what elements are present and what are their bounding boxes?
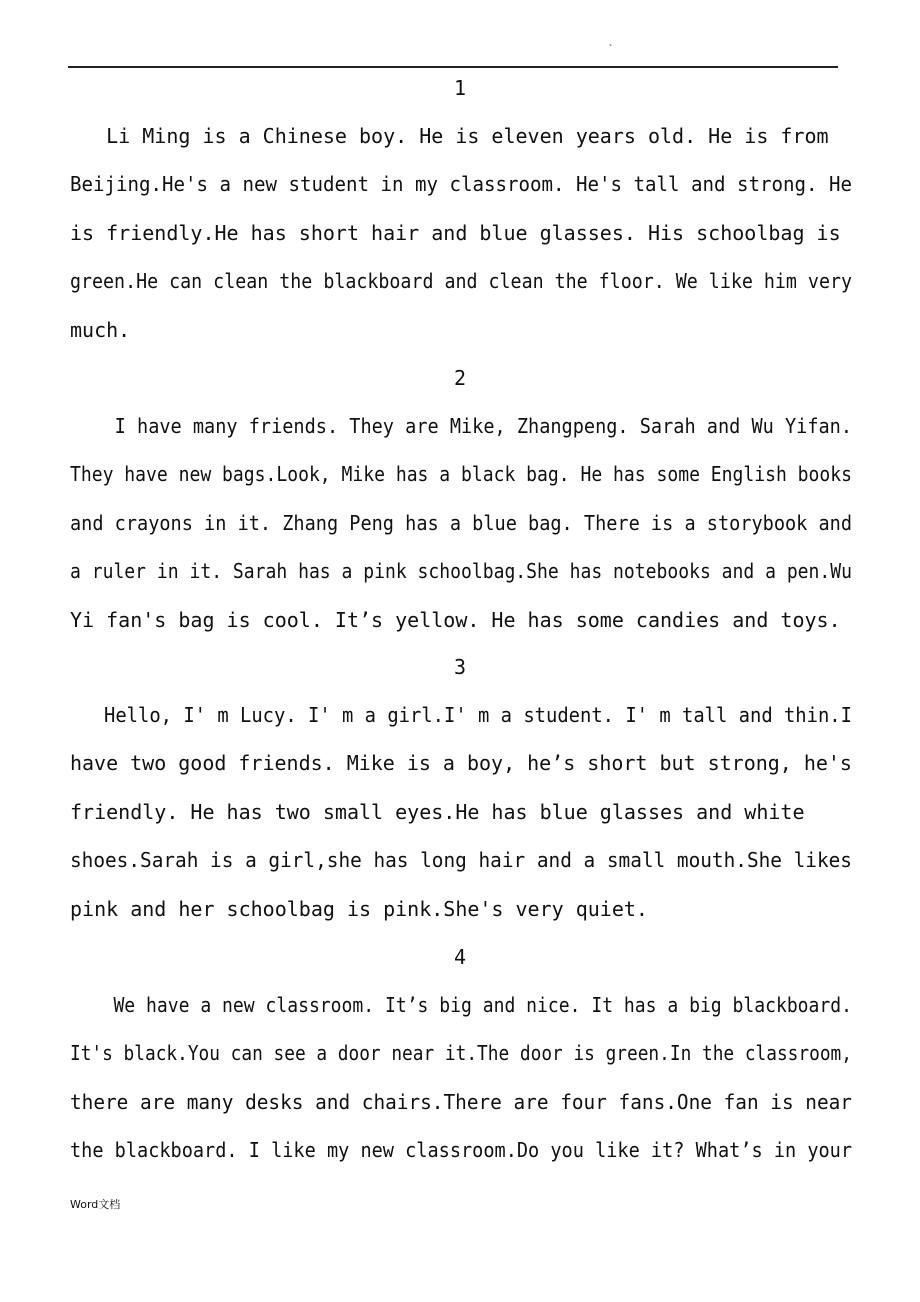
passage-3 [70, 691, 850, 933]
passage-line: We have a new classroom. It’s big and nice. It has a big blackboard. [70, 993, 852, 1017]
passage-line: I have many friends. They are Mike, Zhangpeng. Sarah and Wu Yifan. [70, 414, 853, 438]
passage-line: friendly. He has two small eyes.He has blue glasses and white [70, 799, 805, 824]
passage-line: Li Ming is a Chinese boy. He is eleven years old. He is from [70, 124, 829, 148]
passage-2 [70, 402, 853, 644]
passage-line: a ruler in it. Sarah has a pink schoolbag.She has notebooks and a pen.Wu [70, 559, 852, 584]
passage-line: there are many desks and chairs.There are four fans.One fan is near [70, 1089, 852, 1114]
section-number-4: 4 [453, 945, 467, 969]
passage-line: It's black.You can see a door near it.The door is green.In the classroom, [70, 1041, 852, 1066]
passage-line: and crayons in it. Zhang Peng has a blue bag. There is a storybook and [70, 510, 853, 535]
header-mark: ` [608, 44, 615, 55]
section-number-2: 2 [453, 366, 467, 390]
passage-line: the blackboard. I like my new classroom.Do you like it? What’s in your [70, 1138, 853, 1163]
passage-4 [70, 981, 853, 1175]
passage-line: green.He can clean the blackboard and clean the floor. We like him very [70, 269, 852, 294]
section-number-3: 3 [453, 655, 467, 679]
passage-line: pink and her schoolbag is pink.She's very quiet. [70, 896, 648, 921]
passage-line: Hello, I' m Lucy. I' m a girl.I' m a student. I' m tall and thin.I [70, 703, 852, 727]
footer-label: Word文档 [70, 1198, 121, 1211]
section-number-1: 1 [453, 76, 467, 100]
passage-line: is friendly.He has short hair and blue glasses. His schoolbag is [70, 220, 841, 245]
passage-line: shoes.Sarah is a girl,she has long hair and a small mouth.She likes [70, 848, 852, 873]
passage-line: much. [70, 317, 131, 342]
header-rule [68, 66, 838, 68]
passage-line: Beijing.He's a new student in my classroom. He's tall and strong. He [70, 172, 853, 197]
passage-line: have two good friends. Mike is a boy, he’s short but strong, he's [70, 751, 852, 776]
passage-line: They have new bags.Look, Mike has a black bag. He has some English books [70, 462, 852, 487]
passage-1 [70, 112, 853, 354]
passage-line: Yi fan's bag is cool. It’s yellow. He has some candies and toys. [70, 607, 841, 632]
